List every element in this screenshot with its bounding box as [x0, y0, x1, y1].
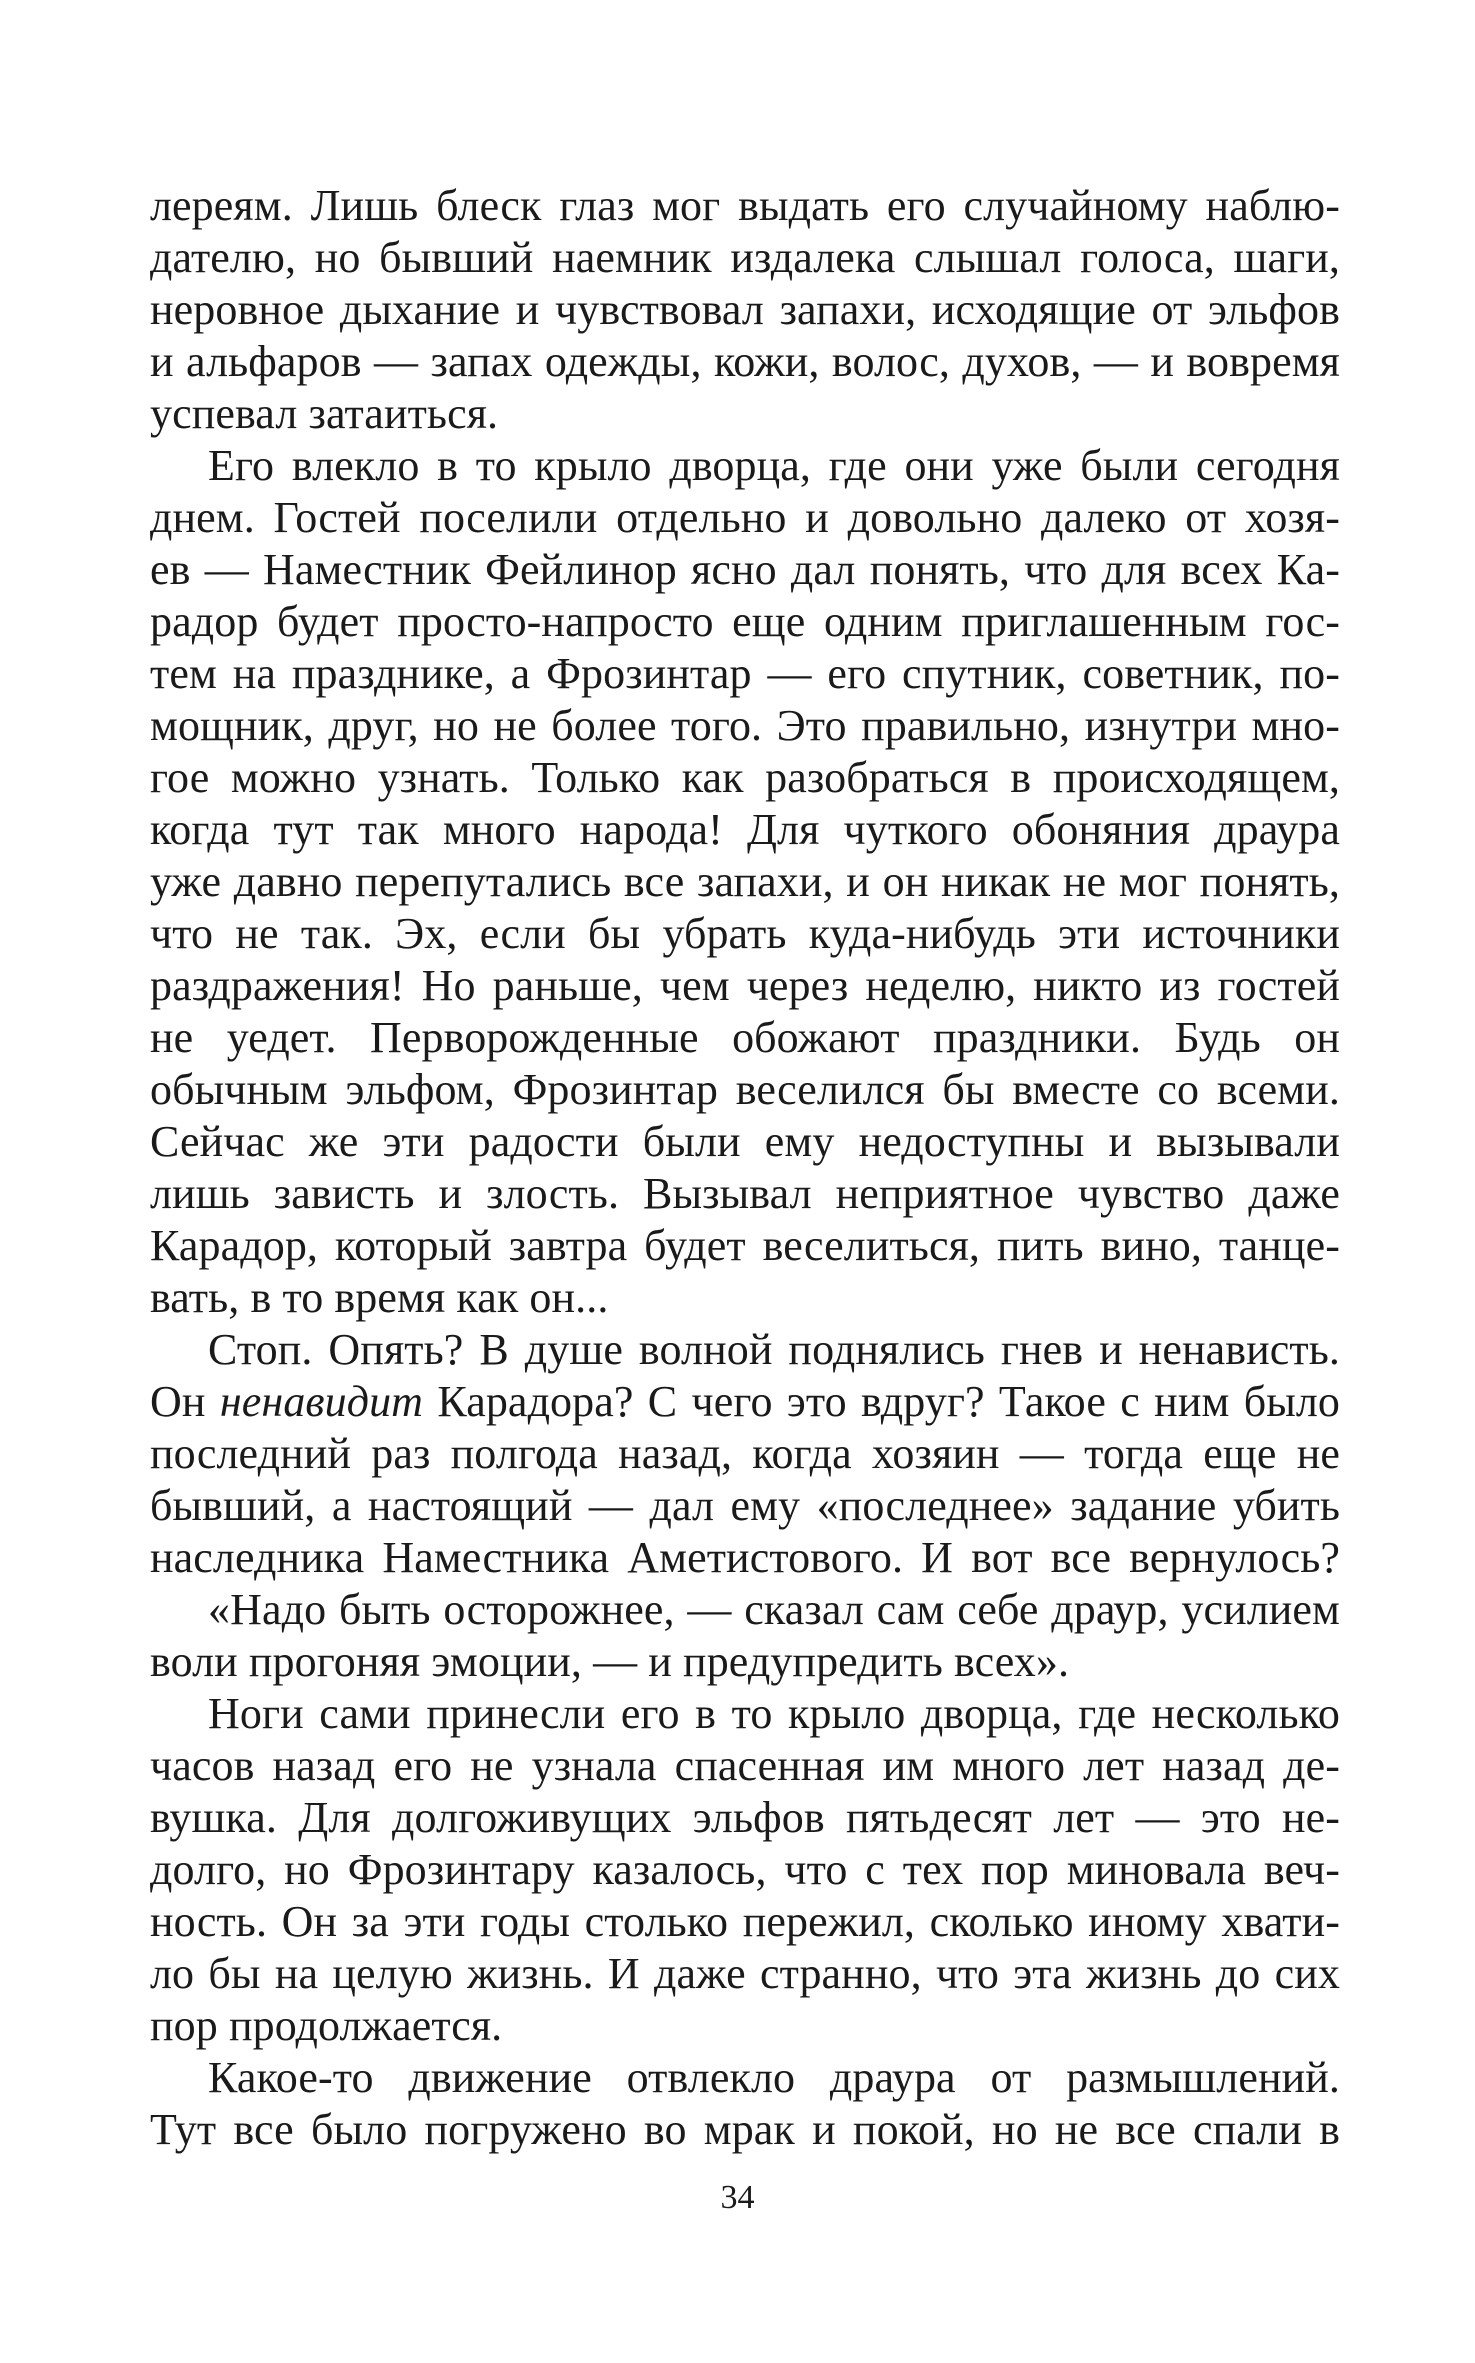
text-line: Карадор, который завтра будет веселиться, пить вино, танце- [150, 1221, 1340, 1270]
text-line: уже давно перепутались все запахи, и он никак не мог понять, [150, 857, 1340, 906]
text-line: ло бы на целую жизнь. И даже странно, что эта жизнь до сих [150, 1949, 1340, 1998]
text-line: гое можно узнать. Только как разобраться в происходящем, [150, 753, 1340, 802]
italic-word: ненавидит [219, 1377, 424, 1426]
text-line: Его влекло в то крыло дворца, где они уже были сегодня [208, 441, 1340, 490]
paragraph [150, 1324, 1340, 1584]
text-line: Ноги сами принесли его в то крыло дворца, где несколько [208, 1689, 1340, 1738]
text-line: Тут все было погружено во мрак и покой, но не все спали в [150, 2105, 1340, 2154]
text-line: успевал затаиться. [150, 389, 499, 438]
text-line: не уедет. Перворожденные обожают праздники. Будь он [150, 1013, 1340, 1062]
text-line: долго, но Фрозинтару казалось, что с тех пор миновала веч- [150, 1845, 1340, 1894]
paragraph [150, 2052, 1340, 2156]
text-line: воли прогоняя эмоции, — и предупредить всех». [150, 1637, 1070, 1686]
text-line: вушка. Для долгоживущих эльфов пятьдесят лет — это не- [150, 1793, 1340, 1842]
text-line: бывший, а настоящий — дал ему «последнее» задание убить [150, 1481, 1340, 1530]
text-line: Сейчас же эти радости были ему недоступны и вызывали [150, 1117, 1340, 1166]
text-line: когда тут так много народа! Для чуткого обоняния драура [150, 805, 1340, 854]
paragraph [150, 1688, 1340, 2052]
paragraph [150, 180, 1340, 440]
text-run: Карадора? С чего это вдруг? Такое с ним было [423, 1377, 1341, 1426]
text-line: Стоп. Опять? В душе волной поднялись гнев и ненависть. [208, 1325, 1340, 1374]
text-line: дателю, но бывший наемник издалека слышал голоса, шаги, [150, 233, 1340, 282]
text-line: радор будет просто-напросто еще одним приглашенным гос- [150, 597, 1340, 646]
text-line: и альфаров — запах одежды, кожи, волос, духов, — и вовремя [150, 337, 1340, 386]
text-line: что не так. Эх, если бы убрать куда-нибудь эти источники [150, 909, 1340, 958]
text-line: пор продолжается. [150, 2001, 503, 2050]
text-line: ность. Он за эти годы столько пережил, сколько иному хвати- [150, 1897, 1340, 1946]
text-line: вать, в то время как он... [150, 1273, 609, 1322]
text-run: Он [150, 1377, 220, 1426]
text-line: последний раз полгода назад, когда хозяин — тогда еще не [150, 1429, 1340, 1478]
text-line: тем на празднике, а Фрозинтар — его спутник, советник, по- [150, 649, 1340, 698]
text-line: обычным эльфом, Фрозинтар веселился бы вместе со всеми. [150, 1065, 1340, 1114]
text-line: лереям. Лишь блеск глаз мог выдать его случайному наблю- [150, 181, 1340, 230]
text-line: ев — Наместник Фейлинор ясно дал понять, что для всех Ка- [150, 545, 1340, 594]
text-line: неровное дыхание и чувствовал запахи, исходящие от эльфов [150, 285, 1340, 334]
text-line: мощник, друг, но не более того. Это правильно, изнутри мно- [150, 701, 1340, 750]
page-body [150, 180, 1340, 2156]
text-line: Какое-то движение отвлекло драура от размышлений. [208, 2053, 1340, 2102]
text-line: наследника Наместника Аметистового. И вот все вернулось? [150, 1533, 1340, 1582]
text-line: днем. Гостей поселили отдельно и довольно далеко от хозя- [150, 493, 1340, 542]
text-line: лишь зависть и злость. Вызывал неприятное чувство даже [150, 1169, 1340, 1218]
text-line-with-italic [150, 1376, 1340, 1428]
paragraph [150, 440, 1340, 1324]
page-number: 34 [720, 2179, 755, 2216]
text-line: «Надо быть осторожнее, — сказал сам себе драур, усилием [208, 1585, 1340, 1634]
paragraph [150, 1584, 1340, 1688]
text-line: часов назад его не узнала спасенная им много лет назад де- [150, 1741, 1340, 1790]
text-line: раздражения! Но раньше, чем через неделю, никто из гостей [150, 961, 1340, 1010]
